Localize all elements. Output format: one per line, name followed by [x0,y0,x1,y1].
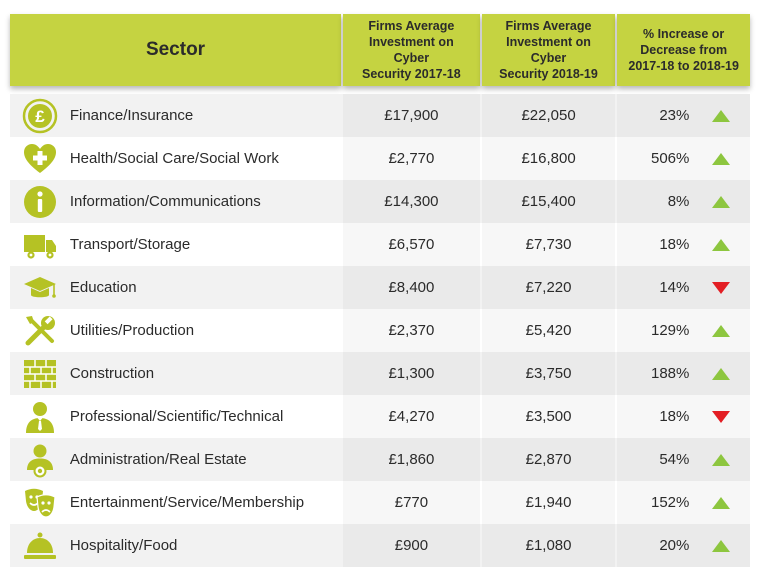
investment-2017-18: £4,270 [343,395,480,438]
pound-coin-icon [22,98,58,134]
investment-2017-18: £2,770 [343,137,480,180]
percent-change: 188% [651,365,690,382]
sector-icon-cell [10,137,70,180]
percent-change: 506% [651,150,690,167]
table-row [10,180,750,223]
arrow-down-icon [711,410,731,424]
table-row [10,94,750,137]
investment-2018-19: £5,420 [482,309,616,352]
investment-2018-19: £3,750 [482,352,616,395]
theatre-masks-icon [22,485,58,521]
percent-change-cell [617,94,750,137]
percent-change-cell [617,137,750,180]
arrow-down-icon [711,281,731,295]
arrow-up-icon [711,453,731,467]
percent-change: 23% [659,107,690,124]
arrow-up-icon [711,109,731,123]
header-investment-2018-19: Firms Average Investment on Cyber Security 2018-19 [482,14,616,86]
arrow-up-icon [711,539,731,553]
table-row [10,395,750,438]
sector-icon-cell [10,94,70,137]
sector-icon-cell [10,180,70,223]
percent-change: 152% [651,494,690,511]
cyber-security-investment-table [10,14,750,567]
investment-2018-19: £16,800 [482,137,616,180]
percent-change-cell [617,223,750,266]
percent-change: 20% [659,537,690,554]
arrow-up-icon [711,238,731,252]
percent-change-cell [617,266,750,309]
percent-change: 54% [659,451,690,468]
investment-2017-18: £17,900 [343,94,480,137]
sector-name: Transport/Storage [69,236,191,253]
investment-2018-19: £1,080 [482,524,616,567]
percent-change: 18% [659,236,690,253]
sector-icon-cell [10,266,70,309]
service-bell-icon [22,528,58,564]
investment-2018-19: £22,050 [482,94,616,137]
sector-name: Administration/Real Estate [69,451,247,468]
percent-change: 14% [659,279,690,296]
table-row [10,352,750,395]
investment-2018-19: £1,940 [482,481,616,524]
sector-icon-cell [10,438,70,481]
percent-change-cell [617,180,750,223]
table-row [10,309,750,352]
arrow-up-icon [711,195,731,209]
table-row [10,481,750,524]
arrow-up-icon [711,496,731,510]
investment-2017-18: £2,370 [343,309,480,352]
percent-change-cell [617,481,750,524]
percent-change-cell [617,309,750,352]
businessman-icon [22,399,58,435]
investment-2017-18: £14,300 [343,180,480,223]
investment-2017-18: £1,860 [343,438,480,481]
percent-change: 18% [659,408,690,425]
table-row [10,137,750,180]
sector-icon-cell [10,524,70,567]
sector-name: Finance/Insurance [69,107,194,124]
table-row [10,266,750,309]
sector-name: Professional/Scientific/Technical [69,408,284,425]
sector-icon-cell [10,352,70,395]
percent-change-cell [617,524,750,567]
investment-2017-18: £770 [343,481,480,524]
percent-change: 129% [651,322,690,339]
investment-2017-18: £900 [343,524,480,567]
header-investment-2017-18: Firms Average Investment on Cyber Security 2017-18 [343,14,480,86]
investment-2018-19: £3,500 [482,395,616,438]
sector-icon-cell [10,309,70,352]
header-sector: Sector [10,14,341,86]
investment-2018-19: £7,730 [482,223,616,266]
investment-2017-18: £6,570 [343,223,480,266]
sector-name: Utilities/Production [69,322,195,339]
tools-icon [22,313,58,349]
percent-change-cell [617,395,750,438]
admin-person-icon [22,442,58,478]
investment-2018-19: £2,870 [482,438,616,481]
table-header [10,14,750,86]
info-icon [22,184,58,220]
percent-change-cell [617,352,750,395]
investment-2018-19: £15,400 [482,180,616,223]
table-body [10,94,750,567]
header-percent-change: % Increase or Decrease from 2017-18 to 2018-19 [617,14,750,86]
sector-name: Information/Communications [69,193,261,210]
sector-icon-cell [10,481,70,524]
sector-name: Construction [69,365,155,382]
sector-name: Entertainment/Service/Membership [69,494,305,511]
sector-icon-cell [10,223,70,266]
table-row [10,524,750,567]
arrow-up-icon [711,367,731,381]
brick-wall-icon [22,356,58,392]
graduation-cap-icon [22,270,58,306]
sector-name: Education [69,279,137,296]
arrow-up-icon [711,152,731,166]
table-row [10,438,750,481]
investment-2017-18: £1,300 [343,352,480,395]
heart-cross-icon [22,141,58,177]
table-row [10,223,750,266]
investment-2018-19: £7,220 [482,266,616,309]
arrow-up-icon [711,324,731,338]
svg-text:£: £ [35,106,45,126]
investment-2017-18: £8,400 [343,266,480,309]
percent-change: 8% [667,193,690,210]
truck-icon [22,227,58,263]
percent-change-cell [617,438,750,481]
sector-name: Health/Social Care/Social Work [69,150,279,167]
sector-name: Hospitality/Food [69,537,178,554]
sector-icon-cell [10,395,70,438]
